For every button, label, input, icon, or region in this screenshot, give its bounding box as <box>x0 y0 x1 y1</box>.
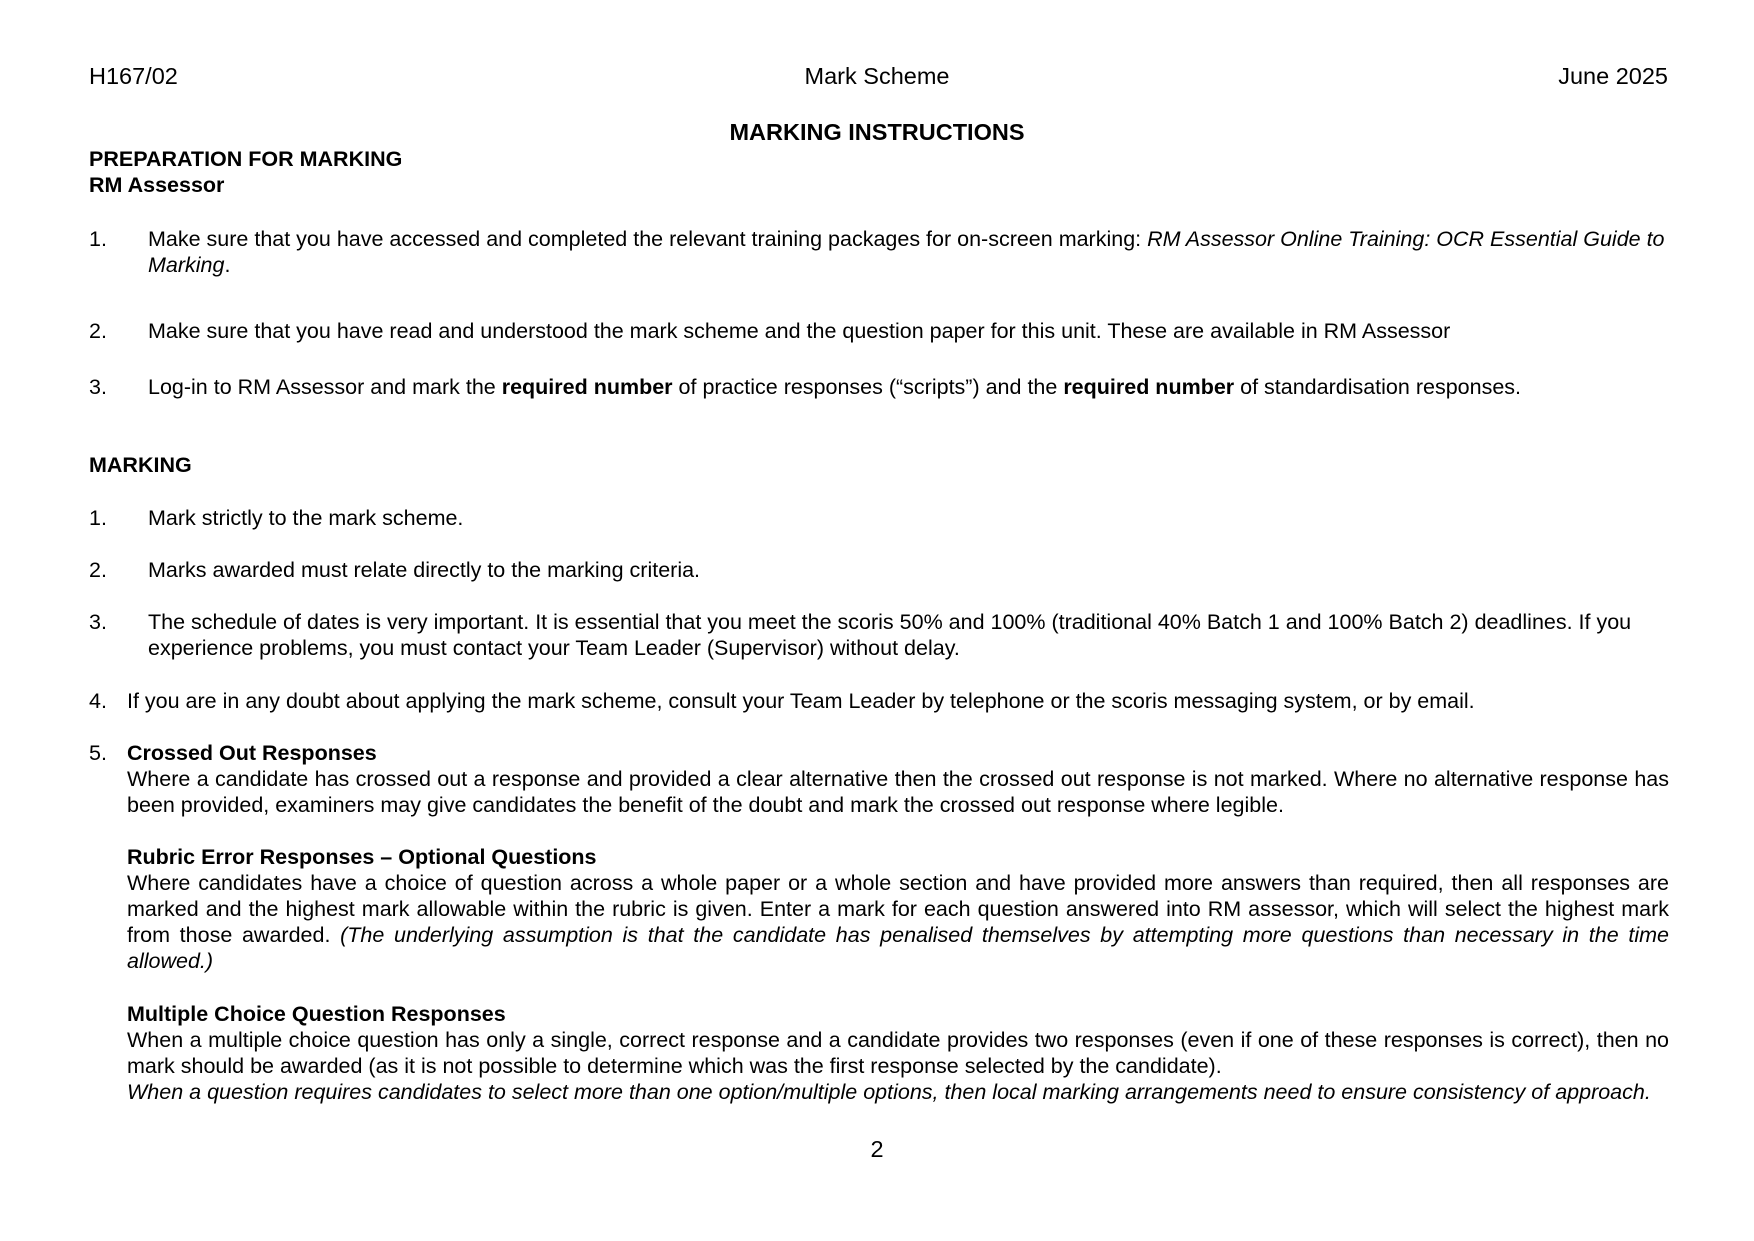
rubric-error-section <box>127 844 1669 974</box>
rubric-error-text: Where candidates have a choice of question across a whole paper or a whole section and have provided more answers than required, then all responses are marked and the highest mark allowable within the rubric is given. Enter a mark for each question answered into RM assessor, which will select the highest mark from those awarded. <box>127 871 1669 947</box>
item-number: 3. <box>89 610 107 634</box>
item-number: 4. <box>89 689 107 713</box>
crossed-out-heading: Crossed Out Responses <box>127 741 377 765</box>
multiple-choice-note: When a question requires candidates to select more than one option/multiple options, then local marking arrangements need to ensure consistency of approach. <box>127 1080 1651 1104</box>
item-text: If you are in any doubt about applying the mark scheme, consult your Team Leader by telephone or the scoris messaging system, or by email. <box>127 689 1475 713</box>
crossed-out-text: Where a candidate has crossed out a response and provided a clear alternative then the crossed out response is not marked. Where no alternative response has been provided, examiners may give candidates the benefit of the doubt and mark the crossed out response where legible. <box>127 767 1669 817</box>
item-number: 3. <box>89 375 107 399</box>
item-text: Marks awarded must relate directly to the marking criteria. <box>148 558 701 582</box>
item-number: 1. <box>89 227 107 251</box>
item-text: Log-in to RM Assessor and mark the required number of practice responses (“scripts”) and the required number of standardisation responses. <box>148 375 1521 399</box>
marking-heading: MARKING <box>89 453 192 477</box>
item-text: Mark strictly to the mark scheme. <box>148 506 464 530</box>
header-paper-code: H167/02 <box>89 63 178 89</box>
item-text: Make sure that you have accessed and completed the relevant training packages for on-screen marking: RM Assessor Online Training: OCR Essential Guide to Marking. <box>148 227 1665 277</box>
item-number: 2. <box>89 319 107 343</box>
preparation-heading: PREPARATION FOR MARKING <box>89 147 403 171</box>
item-text: The schedule of dates is very important. It is essential that you meet the scoris 50% and 100% (traditional 40% Batch 1 and 100% Batch 2) deadlines. If you experience problems, you must contact your Team Leader (Supervisor) without delay. <box>148 610 1632 660</box>
header-document-type: Mark Scheme <box>804 63 950 89</box>
item-number: 2. <box>89 558 107 582</box>
preparation-subheading: RM Assessor <box>89 173 225 197</box>
page-number: 2 <box>870 1136 884 1162</box>
item-number: 5. <box>89 741 107 765</box>
header-date: June 2025 <box>1558 63 1668 89</box>
training-title: RM Assessor Online Training: OCR Essential Guide to Marking <box>148 227 1665 277</box>
item-number: 1. <box>89 506 107 530</box>
rubric-error-note: (The underlying assumption is that the candidate has penalised themselves by attempting more questions than necessary in the time allowed.) <box>127 923 1669 973</box>
item-text: Make sure that you have read and understood the mark scheme and the question paper for this unit. These are available in RM Assessor <box>148 319 1451 343</box>
multiple-choice-section <box>127 1001 1669 1105</box>
item-text <box>127 740 1669 818</box>
page-title: MARKING INSTRUCTIONS <box>729 119 1025 145</box>
multiple-choice-text: When a multiple choice question has only a single, correct response and a candidate provides two responses (even if one of these responses is correct), then no mark should be awarded (as it is not possible to determine which was the first response selected by the candidate). <box>127 1028 1669 1078</box>
multiple-choice-heading: Multiple Choice Question Responses <box>127 1002 506 1026</box>
rubric-error-heading: Rubric Error Responses – Optional Questions <box>127 845 597 869</box>
